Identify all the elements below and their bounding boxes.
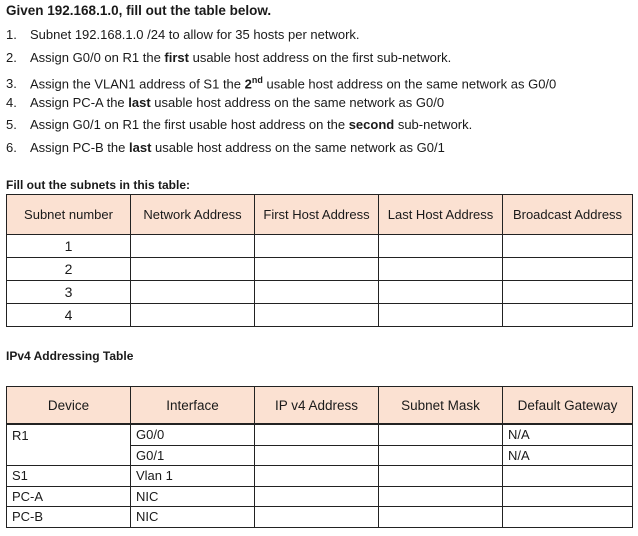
- network-address-cell[interactable]: [131, 258, 255, 281]
- interface-cell: Vlan 1: [131, 466, 255, 487]
- default-gateway-header: Default Gateway: [503, 387, 633, 425]
- instruction-item: [6, 92, 556, 115]
- instruction-number: 2.: [6, 49, 17, 65]
- instruction-item: [6, 114, 556, 137]
- first-host-cell[interactable]: [255, 304, 379, 327]
- subnet-row: [7, 281, 633, 304]
- ordinal-suffix: nd: [251, 75, 263, 85]
- interface-header: Interface: [131, 387, 255, 425]
- instruction-text: Subnet 192.168.1.0 /24 to allow for 35 hosts per network.: [30, 27, 360, 42]
- instruction-text: Assign G0/1 on R1 the first usable host address on the: [30, 117, 349, 132]
- table-row: [7, 445, 633, 466]
- subnet-row: [7, 258, 633, 281]
- instruction-text: last: [129, 139, 152, 155]
- table-row: [7, 424, 633, 445]
- network-address-cell[interactable]: [131, 304, 255, 327]
- subnet-mask-cell[interactable]: [379, 424, 503, 445]
- instruction-item: [6, 47, 556, 70]
- instruction-text: second: [348, 117, 395, 132]
- network-address-cell[interactable]: [131, 281, 255, 304]
- table-row: [7, 507, 633, 528]
- broadcast-cell[interactable]: [503, 304, 633, 327]
- subnet-mask-cell[interactable]: [379, 445, 503, 466]
- instruction-list: [6, 24, 556, 159]
- subnet-mask-cell[interactable]: [379, 466, 503, 487]
- instruction-text: usable host address on the same network as G0/0: [150, 94, 445, 110]
- instruction-text: usable host address on the same network as G0/1: [151, 139, 445, 155]
- last-host-cell[interactable]: [379, 281, 503, 304]
- interface-cell: NIC: [131, 486, 255, 507]
- instruction-text: last: [128, 94, 151, 110]
- ip-address-cell[interactable]: [255, 424, 379, 445]
- subnet-number-cell: 3: [7, 281, 131, 304]
- subnet-row: [7, 235, 633, 258]
- instruction-number: 5.: [6, 117, 17, 132]
- interface-cell: G0/0: [131, 424, 255, 445]
- ip-address-header: IP v4 Address: [255, 387, 379, 425]
- device-cell: PC-A: [7, 486, 131, 507]
- ip-address-cell[interactable]: [255, 445, 379, 466]
- subnet-table: [6, 194, 633, 327]
- instruction-number: 3.: [6, 76, 17, 92]
- instruction-text: Assign PC-A the: [30, 94, 129, 110]
- instruction-number: 6.: [6, 139, 17, 155]
- subnet-mask-cell[interactable]: [379, 507, 503, 528]
- instruction-number: 1.: [6, 27, 17, 42]
- first-host-cell[interactable]: [255, 281, 379, 304]
- default-gateway-cell[interactable]: [503, 486, 633, 507]
- last-host-cell[interactable]: [379, 235, 503, 258]
- subnet-number-cell: 1: [7, 235, 131, 258]
- subnet-number-header: Subnet number: [7, 195, 131, 235]
- instruction-text: Assign G0/0 on R1 the: [30, 49, 165, 65]
- instruction-text: usable host address on the same network as G0/0: [262, 76, 557, 92]
- instruction-text: Assign PC-B the: [30, 139, 129, 155]
- subnet-number-cell: 2: [7, 258, 131, 281]
- network-address-header: Network Address: [131, 195, 255, 235]
- broadcast-cell[interactable]: [503, 258, 633, 281]
- instruction-number: 4.: [6, 94, 17, 110]
- network-address-cell[interactable]: [131, 235, 255, 258]
- ip-address-cell[interactable]: [255, 507, 379, 528]
- instruction-item: [6, 137, 556, 160]
- subnet-mask-cell[interactable]: [379, 486, 503, 507]
- default-gateway-cell: N/A: [503, 445, 633, 466]
- device-cell: [7, 445, 131, 466]
- broadcast-cell[interactable]: [503, 235, 633, 258]
- instruction-text: Assign the VLAN1 address of S1 the: [30, 76, 245, 92]
- instruction-text: sub-network.: [394, 117, 473, 132]
- ip-address-cell[interactable]: [255, 466, 379, 487]
- table-row: [7, 486, 633, 507]
- first-host-cell[interactable]: [255, 235, 379, 258]
- page-title: Given 192.168.1.0, fill out the table below.: [6, 3, 272, 18]
- last-host-cell[interactable]: [379, 258, 503, 281]
- instruction-text: 2: [244, 76, 252, 92]
- first-host-header: First Host Address: [255, 195, 379, 235]
- device-header: Device: [7, 387, 131, 425]
- ip-address-cell[interactable]: [255, 486, 379, 507]
- table-row: [7, 466, 633, 487]
- device-cell: R1: [7, 424, 131, 445]
- addressing-table-label: IPv4 Addressing Table: [6, 349, 134, 363]
- device-cell: PC-B: [7, 507, 131, 528]
- last-host-cell[interactable]: [379, 304, 503, 327]
- instruction-item: [6, 69, 556, 92]
- instruction-text: first: [164, 49, 189, 65]
- instruction-text: usable host address on the first sub-network.: [188, 49, 452, 65]
- subnet-table-label: Fill out the subnets in this table:: [6, 178, 191, 192]
- interface-cell: NIC: [131, 507, 255, 528]
- last-host-header: Last Host Address: [379, 195, 503, 235]
- broadcast-header: Broadcast Address: [503, 195, 633, 235]
- subnet-number-cell: 4: [7, 304, 131, 327]
- default-gateway-cell[interactable]: [503, 507, 633, 528]
- subnet-row: [7, 304, 633, 327]
- broadcast-cell[interactable]: [503, 281, 633, 304]
- interface-cell: G0/1: [131, 445, 255, 466]
- default-gateway-cell[interactable]: [503, 466, 633, 487]
- default-gateway-cell: N/A: [503, 424, 633, 445]
- subnet-mask-header: Subnet Mask: [379, 387, 503, 425]
- addressing-table: [6, 386, 633, 528]
- device-cell: S1: [7, 466, 131, 487]
- instruction-item: [6, 24, 556, 47]
- first-host-cell[interactable]: [255, 258, 379, 281]
